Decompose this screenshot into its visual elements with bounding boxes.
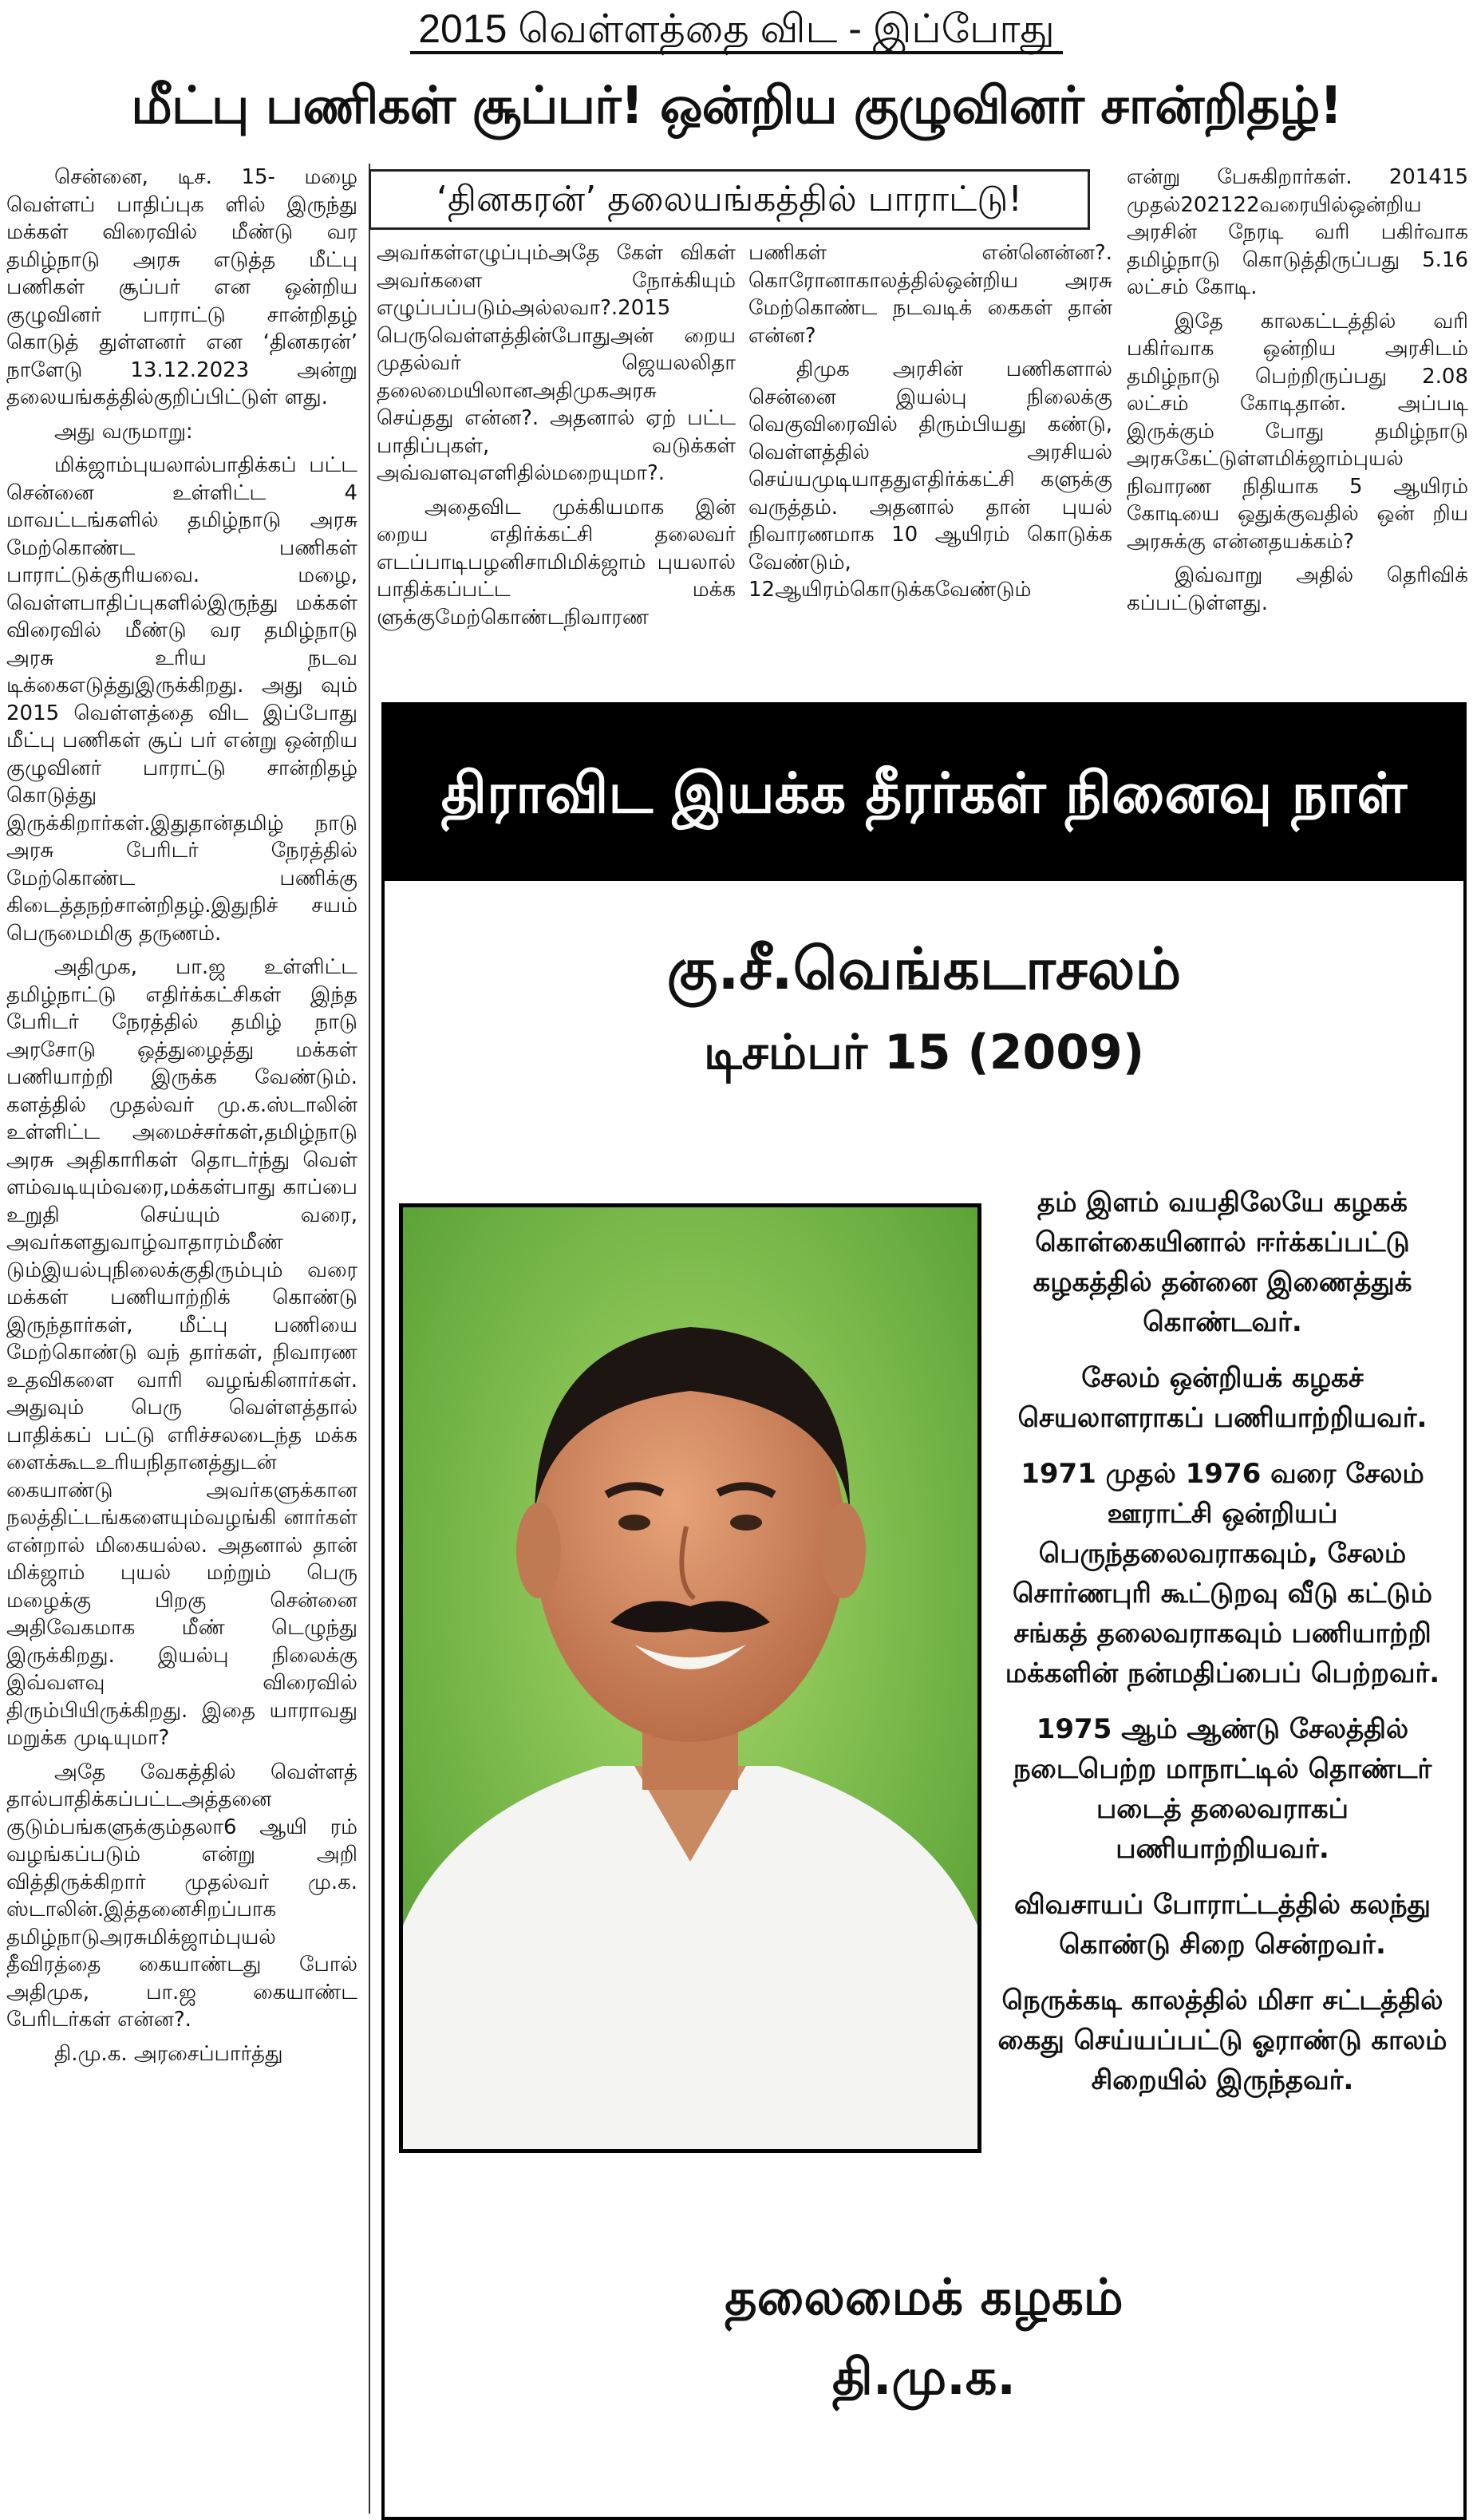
article-column-3 bbox=[748, 239, 1112, 686]
biography bbox=[991, 1183, 1454, 2116]
article-column-4 bbox=[1127, 164, 1468, 686]
bio-paragraph: 1971 முதல் 1976 வரை சேலம் ஊராட்சி ஒன்றியப் பெருந்தலைவராகவும், சேலம் சொர்ணபுரி கூட்டுறவு வீடு கட்டும் சங்கத் தலைவராகவும் பணியாற்றி மக்களின் நன்மதிப்பைப் பெற்றவர். bbox=[1005, 1458, 1440, 1689]
memorial-name: கு.சீ.வெங்கடாசலம் bbox=[666, 935, 1182, 1002]
signature-organization: தலைமைக் கழகம் bbox=[725, 2268, 1124, 2326]
paragraph: அவர்கள்எழுப்பும்அதே கேள் விகள் அவர்களை நோக்கியும் எழுப்பப்படும்அல்லவா?.2015 பெருவெள்ளத்தின்போதுஅன் றைய முதல்வர் ஜெயலலிதா தலைமையிலானஅதிமுகஅரசு செய்தது என்ன?. அதனால் ஏற் பட்ட பாதிப்புகள், வடுக்கள் அவ்வளவுஎளிதில்மறையுமா?. bbox=[377, 241, 736, 485]
memorial-banner: திராவிட இயக்க தீரர்கள் நினைவு நாள் bbox=[385, 705, 1463, 881]
bio-paragraph: சேலம் ஒன்றியக் கழகச் செயலாளராகப் பணியாற்றியவர். bbox=[1017, 1362, 1428, 1434]
paragraph: திமுக அரசின் பணிகளால் சென்னை இயல்பு நிலைக்கு வெகுவிரைவில் திரும்பியது கண்டு, வெள்ளத்தில் அரசியல் செய்யமுடியாததுஎதிர்க்கட்சி களுக்கு வருத்தம். அதனால் தான் புயல் நிவாரணமாக 10 ஆயிரம் கொடுக்க வேண்டும், 12ஆயிரம்கொடுக்கவேண்டும் bbox=[748, 357, 1112, 602]
paragraph: அதே வேகத்தில் வெள்ளத் தால்பாதிக்கப்பட்டஅத்தனை குடும்பங்களுக்கும்தலா6 ஆயி ரம் வழங்கப்படும் என்று அறி வித்திருக்கிறார் முதல்வர் மு.க. ஸ்டாலின்.இத்தனைசிறப்பாக தமிழ்நாடுஅரசுமிக்ஜாம்புயல் தீவிரத்தை கையாண்டது போல் அதிமுக, பா.ஜ கையாண்ட பேரிடர்கள் என்ன?. bbox=[6, 1760, 357, 2032]
paragraph: தி.மு.க. அரசைப்பார்த்து bbox=[54, 2041, 283, 2066]
paragraph: பணிகள் என்னென்ன?. கொரோனாகாலத்தில்ஒன்றிய அரசு மேற்கொண்ட நடவடிக் கைகள் தான் என்ன? bbox=[748, 241, 1112, 348]
paragraph: இவ்வாறு அதில் தெரிவிக் கப்பட்டுள்ளது. bbox=[1127, 563, 1468, 615]
article-column-2 bbox=[377, 239, 736, 686]
portrait-illustration bbox=[403, 1207, 977, 2149]
paragraph: இதே காலகட்டத்தில் வரி பகிர்வாக ஒன்றிய அரசிடம் தமிழ்நாடு பெற்றிருப்பது 2.08 லட்சம் கோடிதான். அப்படி இருக்கும் போது தமிழ்நாடு அரசுகேட்டுள்ளமிக்ஜாம்புயல் நிவாரண நிதியாக 5 ஆயிரம் கோடியை ஒதுக்குவதில் ஒன் றிய அரசுக்கு என்னதயக்கம்? bbox=[1127, 309, 1468, 554]
subhead-box: ‘தினகரன்’ தலையங்கத்தில் பாராட்டு! bbox=[369, 169, 1090, 230]
column-divider bbox=[369, 164, 370, 2514]
paragraph: அது வருமாறு: bbox=[54, 419, 193, 444]
paragraph: சென்னை, டிச. 15- மழை வெள்ளப் பாதிப்புக ளில் இருந்து மக்கள் விரைவில் மீண்டு வர தமிழ்நாடு அரசு எடுத்த மீட்பு பணிகள் சூப்பர் என ஒன்றிய குழுவினர் பாராட்டு சான்றிதழ் கொடுத் துள்ளனர் என ‘தினகரன்’ நாளேடு 13.12.2023 அன்று தலையங்கத்தில்குறிப்பிட்டுள் ளது. bbox=[6, 165, 357, 409]
bio-paragraph: விவசாயப் போராட்டத்தில் கலந்து கொண்டு சிறை சென்றவர். bbox=[1013, 1889, 1432, 1961]
paragraph: அதிமுக, பா.ஜ உள்ளிட்ட தமிழ்நாட்டு எதிர்க்கட்சிகள் இந்த பேரிடர் நேரத்தில் தமிழ் நாடு அரசோடு ஒத்துழைத்து மக்கள் பணியாற்றி இருக்க வேண்டும். களத்தில் முதல்வர் மு.க.ஸ்டாலின் உள்ளிட்ட அமைச்சர்கள்,தமிழ்நாடு அரசு அதிகாரிகள் தொடர்ந்து வெள் ளம்வடியும்வரை,மக்கள்பாது காப்பை உறுதி செய்யும் வரை, அவர்களதுவாழ்வாதாரம்மீண் டும்இயல்புநிலைக்குதிரும்பும் வரை மக்கள் பணியாற்றிக் கொண்டு இருந்தார்கள், மீட்பு பணியை மேற்கொண்டு வந் தார்கள், நிவாரண உதவிகளை வாரி வழங்கினார்கள். அதுவும் பெரு வெள்ளத்தால் பாதிக்கப் பட்டு எரிச்சலடைந்த மக்க ளைக்கூடஉரியநிதானத்துடன் கையாண்டு அவர்களுக்கான நலத்திட்டங்களையும்வழங்கி னார்கள் என்றால் மிகையல்ல. அதனால் தான் மிக்ஜாம் புயல் மற்றும் பெரு மழைக்கு பிறகு சென்னை அதிவேகமாக மீண் டெழுந்து இருக்கிறது. இயல்பு நிலைக்கு இவ்வளவு விரைவில் திரும்பியிருக்கிறது. இதை யாராவது மறுக்க முடியுமா? bbox=[6, 955, 357, 1750]
memorial-date: டிசம்பர் 15 (2009) bbox=[703, 1025, 1145, 1080]
memorial-box bbox=[381, 702, 1467, 2520]
kicker bbox=[0, 3, 1473, 54]
signature-party: தி.மு.க. bbox=[832, 2348, 1016, 2406]
paragraph: அதைவிட முக்கியமாக இன் றைய எதிர்க்கட்சி தலைவர் எடப்பாடிபழனிசாமிமிக்ஜாம் புயலால் பாதிக்கப்பட்ட மக்க ளுக்குமேற்கொண்டநிவாரண bbox=[377, 495, 736, 630]
headline: மீட்பு பணிகள் சூப்பர்! ஒன்றிய குழுவினர் சான்றிதழ்! bbox=[131, 77, 1342, 136]
paragraph: மிக்ஜாம்புயலால்பாதிக்கப் பட்ட சென்னை உள்ளிட்ட 4 மாவட்டங்களில் தமிழ்நாடு அரசு மேற்கொண்ட பணிகள் பாராட்டுக்குரியவை. மழை, வெள்ளபாதிப்புகளில்இருந்து மக்கள் விரைவில் மீண்டு வர தமிழ்நாடு அரசு உரிய நடவ டிக்கைஎடுத்துஇருக்கிறது. அது வும் 2015 வெள்ளத்தை விட இப்போது மீட்பு பணிகள் சூப் பர் என்று ஒன்றிய குழுவினர் பாராட்டு சான்றிதழ் கொடுத்து இருக்கிறார்கள்.இதுதான்தமிழ் நாடு அரசு பேரிடர் நேரத்தில் மேற்கொண்ட பணிக்கு கிடைத்தநற்சான்றிதழ்.இதுநிச் சயம் பெருமைமிகு தருணம். bbox=[6, 453, 357, 946]
paragraph: என்று பேசுகிறார்கள். 201415 முதல்202122வரையில்ஒன்றிய அரசின் நேரடி வரி பகிர்வாக தமிழ்நாடு கொடுத்திருப்பது 5.16 லட்சம் கோடி. bbox=[1127, 165, 1468, 299]
bio-paragraph: நெருக்கடி காலத்தில் மிசா சட்டத்தில் கைது செய்யப்பட்டு ஓராண்டு காலம் சிறையில் இருந்தவர். bbox=[997, 1985, 1447, 2096]
bio-paragraph: தம் இளம் வயதிலேயே கழகக் கொள்கையினால் ஈர்க்கப்பட்டு கழகத்தில் தன்னை இணைத்துக் கொண்டவர். bbox=[1033, 1187, 1412, 1338]
portrait-photo bbox=[399, 1203, 981, 2153]
kicker-text: 2015 வெள்ளத்தை விட - இப்போது bbox=[410, 6, 1063, 54]
bio-paragraph: 1975 ஆம் ஆண்டு சேலத்தில் நடைபெற்ற மாநாட்டில் தொண்டர் படைத் தலைவராகப் பணியாற்றியவர். bbox=[1013, 1713, 1432, 1865]
article-column-1 bbox=[6, 164, 357, 2514]
